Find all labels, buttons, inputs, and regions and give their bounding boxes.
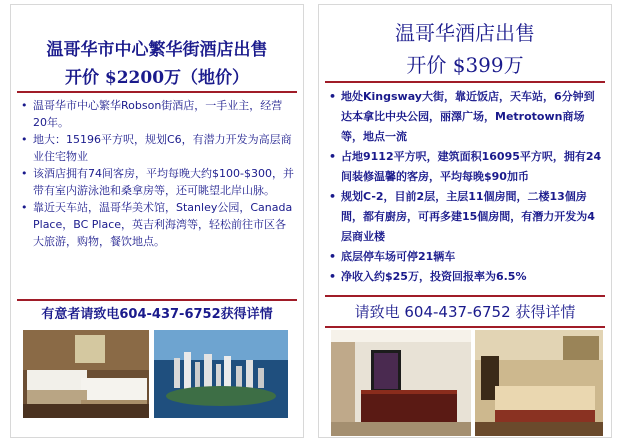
left-bullet-item: • 该酒店拥有74间客房，平均每晚大约$100-$300，并带有室内游泳池和桑拿房等，还可眺望北岸山脉。 [21, 165, 295, 199]
left-bullet-item: • 温哥华市中心繁华Robson街酒店，一手业主，经营20年。 [21, 97, 295, 131]
right-title: 温哥华酒店出售 [395, 21, 535, 45]
city-skyline-photo [154, 330, 288, 418]
right-bullet-list [329, 87, 603, 287]
left-contact: 有意者请致电604-437-6752获得详情 [41, 307, 273, 322]
right-bullet-item: • 底层停车场可停21辆车 [329, 247, 603, 267]
right-bottom-rule [325, 326, 605, 328]
right-price: 开价 $399万 [406, 53, 524, 77]
hotel-room-photo [23, 330, 149, 418]
right-contact: 请致电 604-437-6752 获得详情 [354, 303, 576, 321]
right-mid-rule [325, 295, 605, 297]
left-price: 开价 $2200万（地价） [64, 68, 250, 88]
left-title: 温哥华市中心繁华街酒店出售 [46, 40, 268, 60]
left-flyer [10, 4, 304, 438]
left-bullet-list [21, 97, 295, 250]
right-bullet-item: • 占地9112平方呎，建筑面积16095平方呎，拥有24间装修温馨的客房，平均每晚$90加币 [329, 147, 603, 187]
right-flyer [318, 4, 612, 438]
right-top-rule [325, 81, 605, 83]
left-bullet-item: • 地大：15196平方呎，规划C6，有潜力开发为高层商业住宅物业 [21, 131, 295, 165]
hotel-bedroom-photo [475, 330, 603, 436]
right-bullet-item: • 净收入约$25万，投资回报率为6.5% [329, 267, 603, 287]
right-bullet-item: • 地处Kingsway大街，靠近饭店，天车站，6分钟到达本拿比中央公园，丽澤广场，Metrotown商场等，地点一流 [329, 87, 603, 147]
left-bullet-item: • 靠近天车站，温哥华美术馆，Stanley公园，Canada Place，BC Place，英吉利海湾等，轻松前往市区各大旅游，购物，餐饮地点。 [21, 199, 295, 250]
left-top-rule [17, 91, 297, 93]
right-bullet-item: • 规划C-2，目前2层，主层11個房間，二楼13個房間，都有廚房，可再多建15個房間，有潛力开发为4层商业楼 [329, 187, 603, 247]
left-bottom-rule [17, 299, 297, 301]
hotel-lobby-photo [331, 330, 471, 436]
